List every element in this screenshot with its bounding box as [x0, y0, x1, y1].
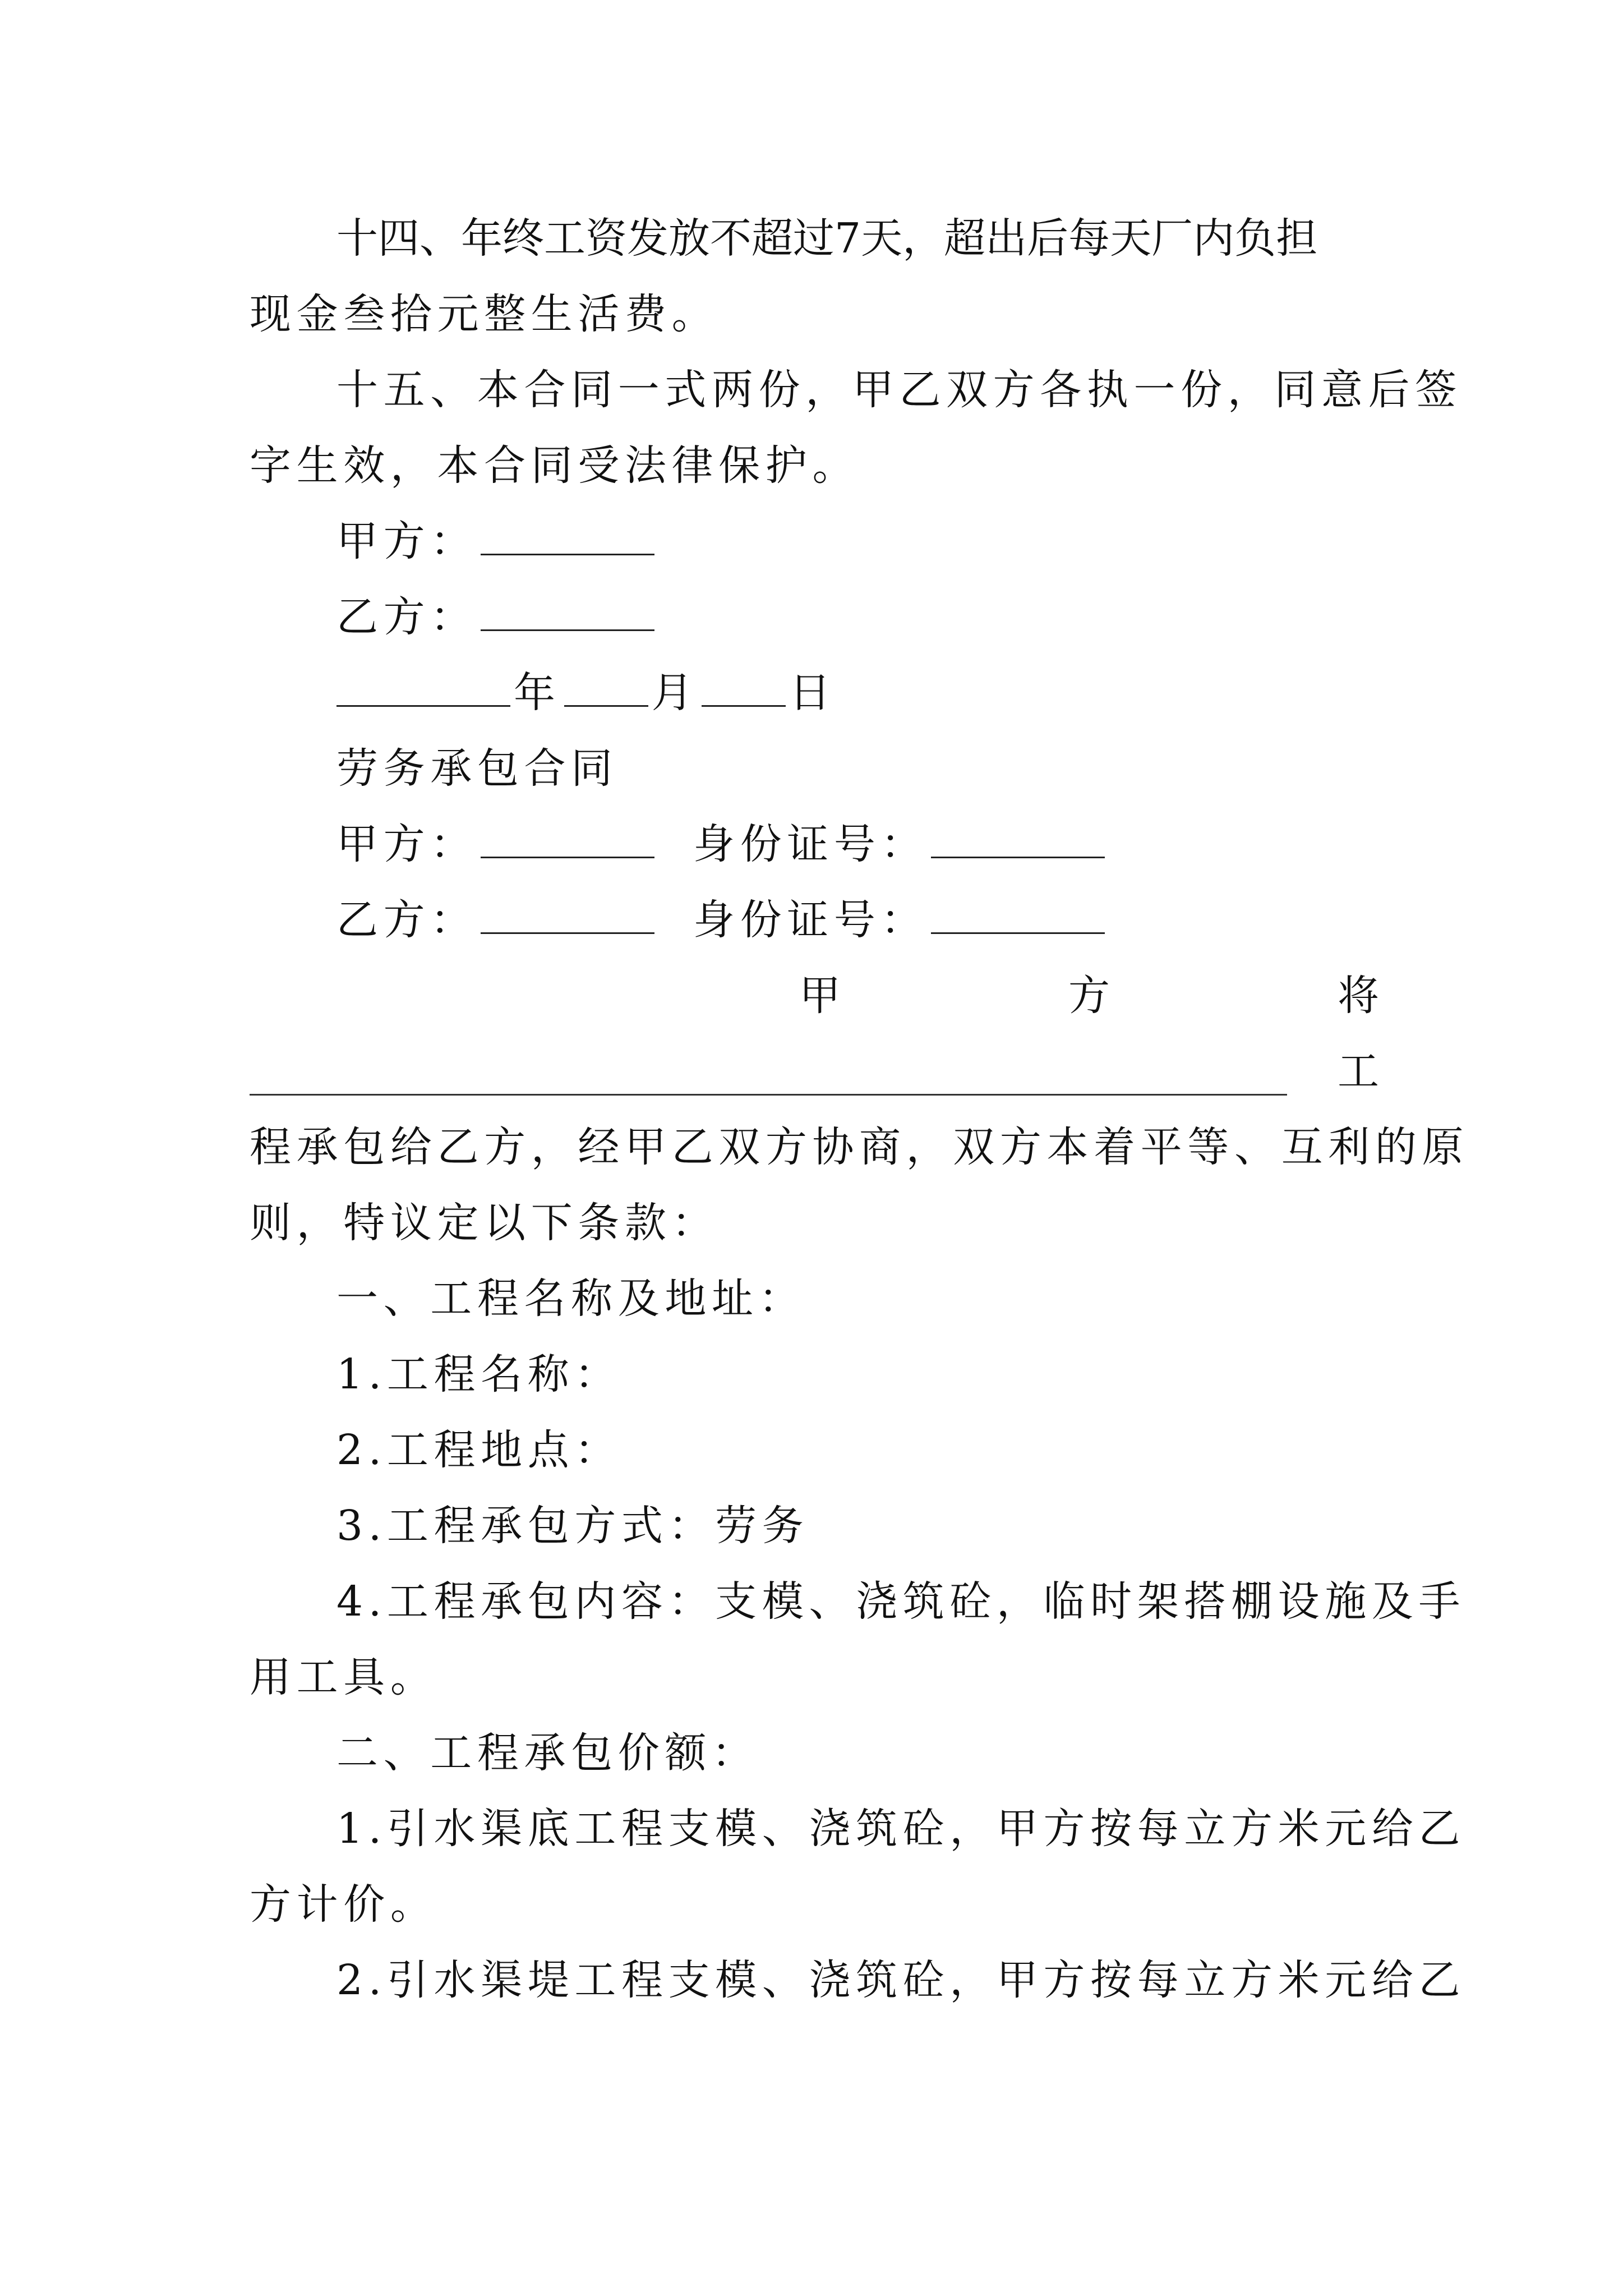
day-label: 日	[789, 669, 836, 717]
party-b-label: 乙方：	[336, 896, 477, 944]
signature-party-a-label: 甲方：	[336, 517, 477, 565]
party-a-blank	[481, 822, 654, 858]
list-item: 2.工程地点：	[336, 1426, 621, 1474]
section-heading: 二、工程承包价额：	[336, 1729, 759, 1777]
spread-end-word: 工	[1338, 1047, 1379, 1096]
body-line: 用工具。	[250, 1653, 437, 1701]
month-label: 月	[651, 669, 699, 717]
clause-14-line-1	[336, 213, 1377, 264]
list-item: 4.工程承包内容：支模、浇筑砼，临时架搭棚设施及手	[336, 1577, 1466, 1626]
signature-date	[336, 668, 1377, 718]
body-line: 程承包给乙方，经甲乙双方协商，双方本着平等、互利的原	[250, 1123, 1469, 1171]
clause-14-text: 十四、年终工资发放不超过7天，超出后每天厂内负担	[336, 214, 1318, 263]
spread-word-3: 将	[1338, 972, 1379, 1020]
party-a-row	[336, 819, 1377, 869]
body-line: 则，特议定以下条款：	[250, 1199, 719, 1247]
body-line: 方计价。	[250, 1880, 437, 1929]
project-name-blank	[250, 1094, 1287, 1096]
signature-party-b-blank	[481, 595, 654, 631]
clause-15-line-2: 字生效，本合同受法律保护。	[250, 441, 860, 490]
day-blank	[702, 670, 786, 707]
contract-title: 劳务承包合同	[336, 744, 618, 793]
clause-15-line-1: 十五、本合同一式两份，甲乙双方各执一份，同意后签	[336, 366, 1462, 414]
list-item: 1.工程名称：	[336, 1350, 621, 1398]
party-b-id-blank	[931, 898, 1105, 934]
party-b-blank	[481, 898, 654, 934]
year-blank	[336, 670, 510, 707]
party-a-id-label: 身份证号：	[693, 820, 928, 868]
list-item: 1.引水渠底工程支模、浇筑砼，甲方按每立方米元给乙	[336, 1805, 1466, 1853]
signature-party-b	[336, 592, 1377, 642]
party-a-id-blank	[931, 822, 1105, 858]
spread-word-2: 方	[1068, 972, 1110, 1020]
party-a-label: 甲方：	[336, 820, 477, 868]
list-item: 2.引水渠堤工程支模、浇筑砼，甲方按每立方米元给乙	[336, 1956, 1466, 2004]
party-b-id-label: 身份证号：	[693, 896, 928, 944]
signature-party-b-label: 乙方：	[336, 593, 477, 641]
list-item: 3.工程承包方式：劳务	[336, 1502, 809, 1550]
section-heading: 一、工程名称及地址：	[336, 1274, 806, 1323]
signature-party-a-blank	[481, 519, 654, 555]
month-blank	[564, 670, 648, 707]
signature-party-a	[336, 516, 1377, 567]
party-b-row	[336, 895, 1377, 945]
spread-word-1: 甲	[799, 972, 841, 1020]
year-label: 年	[514, 669, 561, 717]
clause-14-line-2: 现金叁拾元整生活费。	[250, 290, 719, 338]
